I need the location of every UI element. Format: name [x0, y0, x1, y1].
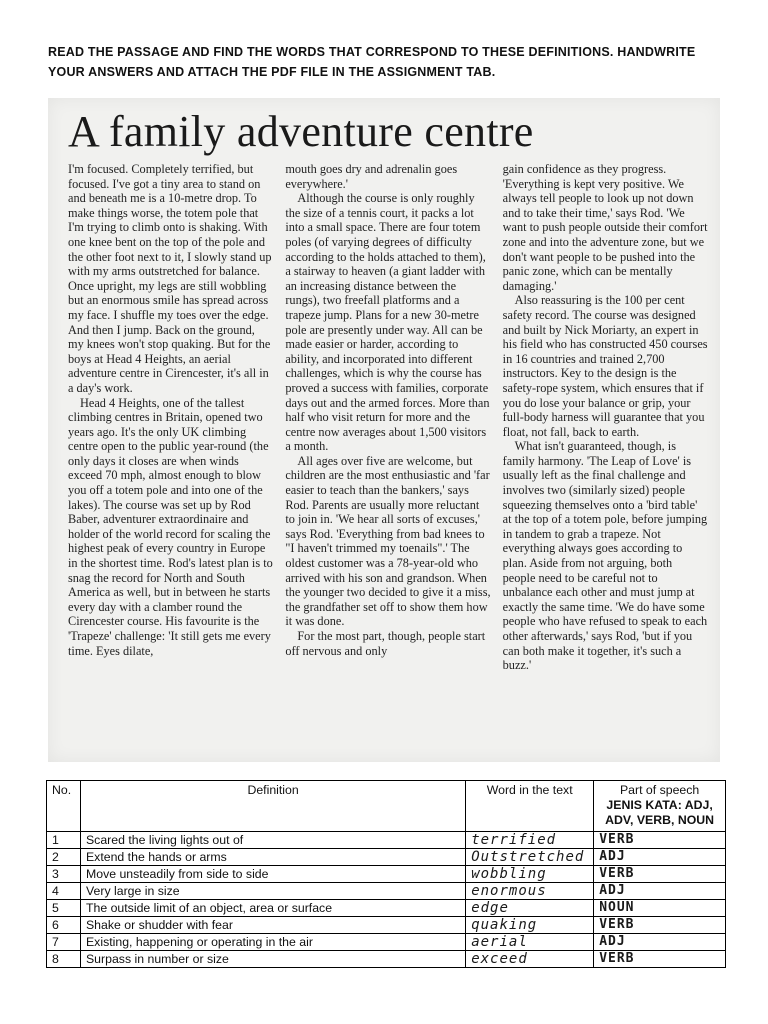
row-answer-word: wobbling: [466, 866, 594, 883]
article-columns: [68, 162, 708, 756]
article-paragraph: For the most part, though, people start off nervous and only: [285, 629, 486, 658]
table-header-row: [47, 781, 726, 832]
article-title: A family adventure centre: [68, 107, 534, 156]
header-part-of-speech: [594, 781, 726, 832]
row-part-of-speech: VERB: [594, 917, 726, 934]
table-row: [47, 883, 726, 900]
table-row: [47, 917, 726, 934]
article-paragraph: gain confidence as they progress. 'Everything is kept very positive. We always tell people to look up not down and to take their time,' says Rod. 'We want to push people outside their comfort zone and into the adventure zone, but we don't want people to be pushed into the panic zone, which can be mentally damaging.': [502, 162, 708, 293]
article-scan: [48, 98, 720, 762]
table-row: [47, 866, 726, 883]
row-part-of-speech: VERB: [594, 951, 726, 968]
header-word: Word in the text: [466, 781, 594, 832]
row-answer-word: Outstretched: [466, 849, 594, 866]
row-number: 1: [47, 832, 81, 849]
row-definition: Existing, happening or operating in the air: [80, 934, 465, 951]
row-definition: Shake or shudder with fear: [80, 917, 465, 934]
row-answer-word: exceed: [466, 951, 594, 968]
header-definition: Definition: [80, 781, 465, 832]
row-definition: Scared the living lights out of: [80, 832, 465, 849]
row-part-of-speech: NOUN: [594, 900, 726, 917]
header-pos-options: JENIS KATA: ADJ, ADV, VERB, NOUN: [605, 798, 715, 827]
row-answer-word: aerial: [466, 934, 594, 951]
article-column-2: [285, 162, 490, 756]
table-row: [47, 832, 726, 849]
table-row: [47, 849, 726, 866]
row-definition: Very large in size: [80, 883, 465, 900]
row-answer-word: quaking: [466, 917, 594, 934]
row-part-of-speech: ADJ: [594, 849, 726, 866]
instructions: READ THE PASSAGE AND FIND THE WORDS THAT CORRESPOND TO THESE DEFINITIONS. HANDWRITE YOUR ANSWERS AND ATTACH THE PDF FILE IN THE ASSIGNMENT TAB.: [48, 45, 696, 79]
row-part-of-speech: ADJ: [594, 934, 726, 951]
row-number: 7: [47, 934, 81, 951]
article-column-1: [68, 162, 273, 756]
row-definition: Move unsteadily from side to side: [80, 866, 465, 883]
row-number: 3: [47, 866, 81, 883]
article-paragraph: I'm focused. Completely terrified, but focused. I've got a tiny area to stand on and beneath me is a 10-metre drop. To make things worse, the totem pole that I'm trying to climb onto is shaking. With one knee bent on the top of the pole and the other foot next to it, I slowly stand up with my arms outstretched for balance. Once upright, my legs are still wobbling but an enormous smile has spread across my face. I shuffle my toes over the edge. And then I jump. Back on the ground, my knees won't stop quaking. But for the boys at Head 4 Heights, an aerial adventure centre in Cirencester, it's all in a day's work.: [68, 162, 272, 395]
article-paragraph: What isn't guaranteed, though, is family harmony. 'The Leap of Love' is usually left as the final challenge and involves two (similarly sized) people squeezing themselves onto a 'bird table' at the top of a totem pole, before jumping in tandem to grab a trapeze. Not everything always goes according to plan. Aside from not arguing, both people need to be careful not to unbalance each other and must jump at exactly the same time. 'We do have some people who have refused to speak to each other afterwards,' says Rod, 'but if you can both make it together, it's such a buzz.': [502, 439, 708, 673]
row-answer-word: terrified: [466, 832, 594, 849]
article-column-3: [503, 162, 708, 756]
answer-table: [46, 780, 726, 968]
article-paragraph: Also reassuring is the 100 per cent safety record. The course was designed and built by Nick Moriarty, an expert in his field who has constructed 450 courses in 16 countries and trained 2,700 instructors. Key to the design is the safety-rope system, which ensures that if you do lose your balance or grip, your full-body harness will guarantee that you float, not fall, back to earth.: [502, 293, 708, 439]
header-pos-title: Part of speech: [619, 783, 700, 797]
article-paragraph: All ages over five are welcome, but children are the most enthusiastic and 'far easier to teach than the bankers,' says Rod. Parents are usually more reluctant to join in. 'We hear all sorts of excuses,' says Rod. 'Everything from bad knees to "I haven't trimmed my toenails".' The oldest customer was a 78-year-old who arrived with his son and grandson. When the younger two decided to give it a miss, the grandfather set off to show them how it was done.: [285, 453, 491, 629]
row-part-of-speech: VERB: [594, 832, 726, 849]
row-definition: The outside limit of an object, area or surface: [80, 900, 465, 917]
row-number: 8: [47, 951, 81, 968]
row-answer-word: enormous: [466, 883, 594, 900]
article-paragraph: mouth goes dry and adrenalin goes everywhere.': [285, 162, 458, 191]
row-part-of-speech: VERB: [594, 866, 726, 883]
table-row: [47, 900, 726, 917]
row-answer-word: edge: [466, 900, 594, 917]
article-paragraph: Head 4 Heights, one of the tallest climbing centres in Britain, opened two years ago. It's the only UK climbing centre open to the public year-round (the only days it closes are when winds exceed 70 mph, almost enough to blow you off a totem pole and into one of the lakes). The course was set up by Rod Baber, adventurer extraordinaire and holder of the world record for scaling the highest peak of every country in Europe in the shortest time. Rod's latest plan is to snag the record for North and South America as well, but in between he starts every day with a clamber round the Cirencester course. His favourite is the 'Trapeze' challenge: 'It still gets me every time. Eyes dilate,: [68, 395, 273, 658]
row-number: 6: [47, 917, 81, 934]
row-part-of-speech: ADJ: [594, 883, 726, 900]
header-no: No.: [47, 781, 81, 832]
row-number: 4: [47, 883, 81, 900]
row-definition: Surpass in number or size: [80, 951, 465, 968]
table-row: [47, 951, 726, 968]
row-number: 5: [47, 900, 81, 917]
row-definition: Extend the hands or arms: [80, 849, 465, 866]
article-paragraph: Although the course is only roughly the size of a tennis court, it packs a lot into a small space. There are four totem poles (of varying degrees of difficulty according to the holds attached to them), a stairway to heaven (a giant ladder with an increasing distance between the rungs), two freefall platforms and a trapeze jump. Plans for a new 30-metre pole are presently under way. All can be made easier or harder, according to ability, and incorporated into different challenges, which is why the course has proved a success with families, corporate days out and the armed forces. More than half who visit return for more and the centre now averages about 1,500 visitors a month.: [285, 191, 490, 454]
row-number: 2: [47, 849, 81, 866]
table-row: [47, 934, 726, 951]
